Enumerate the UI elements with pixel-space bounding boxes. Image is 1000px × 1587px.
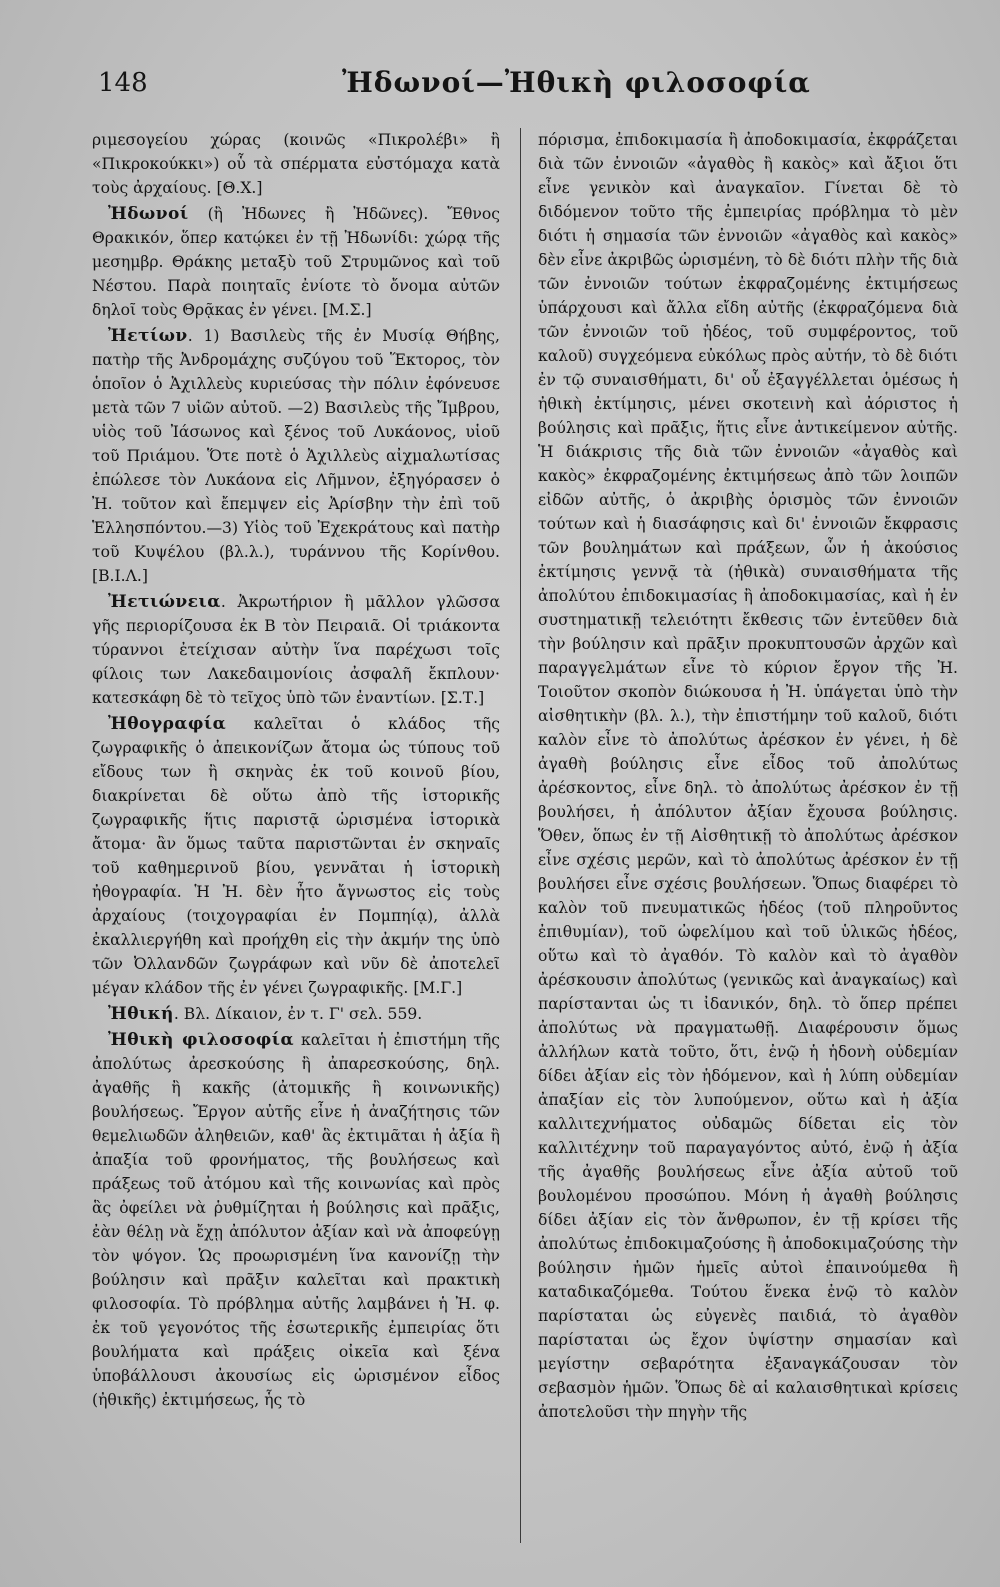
entry-headword: Ἠετίων xyxy=(108,326,188,346)
entry-text: . Ἀκρωτήριον ἢ μᾶλλον γλῶσσα γῆς περιορίζουσα ἐκ Β τὸν Πειραιᾶ. Οἱ τριάκοντα τύραννοι ἐτείχισαν αὐτὴν ἵνα παρέχωσι τοῖς φίλοις των Λακεδαιμονίοις ἀσφαλῆ ἔκπλουν· κατεσκάφη δὲ τὸ τεῖχος ὑπὸ τῶν ἐναντίων. [Σ.Τ.] xyxy=(92,593,500,707)
entry-edonoi xyxy=(92,202,500,322)
entry-text: (ἢ Ἠδωνες ἢ Ἠδῶνες). Ἔθνος Θρακικόν, ὅπερ κατῴκει ἐν τῇ Ἠδωνίδι: χώρᾳ τῆς μεσημβρ. Θράκης μεταξὺ τοῦ Στρυμῶνος καὶ τοῦ Νέστου. Παρὰ ποιηταῖς ἐνίοτε τὸ ὄνομα αὐτῶν δηλοῖ τοὺς Θρᾷκας ἐν γένει. [Μ.Σ.] xyxy=(92,205,500,319)
entry-headword: Ἠθικὴ φιλοσοφία xyxy=(108,1030,295,1050)
entry-headword: Ἠθογραφία xyxy=(108,714,227,734)
column-divider xyxy=(520,128,521,1543)
entry-eetion xyxy=(92,324,500,588)
entry-eetioneia xyxy=(92,590,500,710)
entry-text: . 1) Βασιλεὺς τῆς ἐν Μυσίᾳ Θήβης, πατὴρ τῆς Ἀνδρομάχης συζύγου τοῦ Ἕκτορος, τὸν ὁποῖον ὁ Ἀχιλλεὺς κυριεύσας τὴν πόλιν ἐφόνευσε μετὰ τῶν 7 υἱῶν αὐτοῦ. —2) Βασιλεὺς τῆς Ἴμβρου, υἱὸς τοῦ Ἰάσωνος καὶ ξένος τοῦ Λυκάονος, υἱοῦ τοῦ Πριάμου. Ὅτε ποτὲ ὁ Ἀχιλλεὺς αἰχμαλωτίσας ἐπώλεσε τὸν Λυκάονα εἰς Λῆμνον, ἐξηγόρασεν ὁ Ἠ. τοῦτον καὶ ἔπεμψεν εἰς Ἀρίσβην τὴν ἐπὶ τοῦ Ἑλλησπόντου.—3) Υἱὸς τοῦ Ἐχεκράτους καὶ πατὴρ τοῦ Κυψέλου (βλ.λ.), τυράννου τῆς Κορίνθου. [Β.Ι.Λ.] xyxy=(92,327,500,585)
page-number: 148 xyxy=(98,68,148,98)
right-column xyxy=(538,128,958,1426)
entry-text: καλεῖται ὁ κλάδος τῆς ζωγραφικῆς ὁ ἀπεικονίζων ἄτομα ὡς τύπους τοῦ εἴδους των ἢ σκηνὰς ἐκ τοῦ κοινοῦ βίου, διακρίνεται δὲ οὕτω ἀπὸ τῆς ἱστορικῆς ζωγραφικῆς ἥτις παριστᾷ ὡρισμένα ἱστορικὰ ἄτομα· ἂν ὅμως ταῦτα παριστῶνται ἐν σκηναῖς τοῦ καθημερινοῦ βίου, γεννᾶται ἡ ἱστορικὴ ἠθογραφία. Ἡ Ἠ. δὲν ἦτο ἄγνωστος εἰς τοὺς ἀρχαίους (τοιχογραφίαι ἐν Πομπηίᾳ), ἀλλὰ ἐκαλλιεργήθη καὶ προήχθη εἰς τὴν ἀκμήν της ὑπὸ τῶν Ὀλλανδῶν ζωγράφων καὶ νῦν δὲ ἀποτελεῖ μέγαν κλάδον τῆς ἐν γένει ζωγραφικῆς. [Μ.Γ.] xyxy=(92,715,500,997)
entry-ethographia xyxy=(92,712,500,1000)
entry-headword: Ἠδωνοί xyxy=(108,204,189,224)
entry-text: ριμεσογείου χώρας (κοινῶς «Πικρολέβι» ἢ «Πικροκούκκι») οὗ τὰ σπέρματα εὐστόμαχα κατὰ τοὺς ἀρχαίους. [Θ.Χ.] xyxy=(92,131,500,197)
left-column xyxy=(92,128,500,1414)
entry-ethike xyxy=(92,1002,500,1026)
running-head: Ἠδωνοί—Ἠθικὴ φιλοσοφία xyxy=(342,66,811,99)
entry-text: . Βλ. Δίκαιον, ἐν τ. Γ' σελ. 559. xyxy=(173,1005,423,1023)
page-header xyxy=(92,62,952,112)
entry-continuation xyxy=(92,128,500,200)
entry-headword: Ἠετιώνεια xyxy=(108,592,221,612)
entry-headword: Ἠθική xyxy=(108,1004,174,1024)
entry-continuation xyxy=(538,128,958,1424)
entry-text: πόρισμα, ἐπιδοκιμασία ἢ ἀποδοκιμασία, ἐκφράζεται διὰ τῶν ἐννοιῶν «ἀγαθὸς ἢ κακὸς» καὶ ἄξιοι ὅτι εἶνε γενικὸν καὶ ἀναγκαῖον. Γίνεται δὲ τὸ διδόμενον τοῦτο τῆς ἐμπειρίας πρόβλημα τὸ μὲν διότι ἡ σημασία τῶν ἐννοιῶν «ἀγαθὸς καὶ κακὸς» δὲν εἶνε ἀκριβῶς ὡρισμένη, τὸ δὲ διότι πλὴν τῆς διὰ τῶν ἐννοιῶν τούτων ἐκφραζομένης ἐκτιμήσεως ὑπάρχουσι καὶ ἄλλα εἴδη αὐτῆς (ἐκφραζόμενα διὰ τῶν ἐννοιῶν τοῦ ἡδέος, τοῦ συμφέροντος, τοῦ καλοῦ) συγχεόμενα εὐκόλως πρὸς αὐτήν, τὸ δὲ διότι ἐν τῷ συναισθήματι, δι' οὗ ἐξαγγέλλεται ὁμέσως ἡ ἠθικὴ ἐκτίμησις, μένει σκοτεινὴ καὶ ἀόριστος ἡ βούλησις καὶ πρᾶξις, ἥτις εἶνε ἀντικείμενον αὐτῆς. Ἡ διάκρισις τῆς διὰ τῶν ἐννοιῶν «ἀγαθὸς καὶ κακὸς» ἐκφραζομένης ἐκτιμήσεως ἀπὸ τῶν λοιπῶν εἰδῶν αὐτῆς, ὁ ἀκριβὴς ὁρισμὸς τῶν ἐννοιῶν τούτων καὶ ἡ διασάφησις καὶ δι' ἐννοιῶν ἔκφρασις τῶν βουλημάτων καὶ πράξεων, ὧν ἡ ἀκούσιος ἐκτίμησις γεννᾷ τὰ (ἠθικὰ) συναισθήματα τῆς ἀπολύτου ἐπιδοκιμασίας ἢ ἀποδοκιμασίας, καὶ ἡ ἐν συστηματικῇ τελειότητι ἔκθεσις τῶν ἐντεῦθεν διὰ τὴν βούλησιν καὶ πρᾶξιν προκυπτουσῶν ἀρχῶν καὶ παραγγελμάτων εἶνε τὸ κύριον ἔργον τῆς Ἠ. Τοιοῦτον σκοπὸν διώκουσα ἡ Ἠ. ὑπάγεται ὑπὸ τὴν αἰσθητικὴν (βλ. λ.), τὴν ἐπιστήμην τοῦ καλοῦ, διότι καλὸν εἶνε τὸ ἀπολύτως ἀρέσκον ἐν γένει, ἡ δὲ ἀγαθὴ βούλησις εἶνε εἶδος τοῦ ἀπολύτως ἀρέσκοντος, εἶνε δηλ. τὸ ἀπολύτως ἀρέσκον ἐν τῇ βουλήσει, ἡ ἀπόλυτον ἀξίαν ἔχουσα βούλησις. Ὅθεν, ὅπως ἐν τῇ Αἰσθητικῇ τὸ ἀπολύτως ἀρέσκον εἶνε σχέσις μερῶν, καὶ τὸ ἀπολύτως ἀρέσκον ἐν τῇ βουλήσει εἶνε σχέσις βουλήσεων. Ὅπως διαφέρει τὸ καλὸν τοῦ πνευματικῶς ἡδέος (τοῦ πληροῦντος ἐπιθυμίαν), τοῦ ὠφελίμου καὶ τοῦ ὑλικῶς ἡδέος, οὕτω καὶ τὸ ἀγαθόν. Τὸ καλὸν καὶ τὸ ἀγαθὸν ἀρέσκουσιν ἀπολύτως (γενικῶς καὶ ἀναγκαίως) καὶ παρίστανται ὡς τι ἰδανικόν, δηλ. τὸ ὅπερ πρέπει ἀπολύτως νὰ πραγματωθῇ. Διαφέρουσιν ὅμως ἀλλήλων κατὰ τοῦτο, ὅτι, ἐνῷ ἡ ἡδονὴ οὐδεμίαν δίδει ἀξίαν εἰς τὸν ἡδόμενον, καὶ ἡ λύπη οὐδεμίαν ἀπαξίαν εἰς τὸν λυπούμενον, οὕτω καὶ ἡ ἀξία καλλιτεχνήματος οὐδαμῶς δίδεται εἰς τὸν καλλιτέχνην τοῦ παραγαγόντος αὐτό, ἐνῷ ἡ ἀξία τῆς ἀγαθῆς βουλήσεως εἶνε ἀξία αὐτοῦ τοῦ βουλομένου προσώπου. Μόνη ἡ ἀγαθὴ βούλησις δίδει ἀξίαν εἰς τὸν ἄνθρωπον, ἐν τῇ κρίσει τῆς ἀπολύτως ἐπιδοκιμαζούσης ἢ ἀποδοκιμαζούσης τὴν βούλησιν ἡμῶν ἡμεῖς αὐτοὶ ἐπαινούμεθα ἢ καταδικαζόμεθα. Τούτου ἕνεκα ἐνῷ τὸ καλὸν παρίσταται ὡς εὐγενὲς παιδιά, τὸ ἀγαθὸν παρίσταται ὡς ἔχον ὑψίστην σημασίαν καὶ μεγίστην σεβαρότητα ἐξαναγκάζουσαν τὸν σεβασμὸν ἡμῶν. Ὅπως δὲ αἱ καλαισθητικαὶ κρίσεις ἀποτελοῦσι τὴν πηγὴν τῆς xyxy=(538,131,958,1421)
entry-ethike-philosophia xyxy=(92,1028,500,1412)
entry-text: καλεῖται ἡ ἐπιστήμη τῆς ἀπολύτως ἀρεσκούσης ἢ ἀπαρεσκούσης, δηλ. ἀγαθῆς ἢ κακῆς (ἀτομικῆς ἢ κοινωνικῆς) βουλήσεως. Ἔργον αὐτῆς εἶνε ἡ ἀναζήτησις τῶν θεμελιωδῶν ἀληθειῶν, καθ' ἃς ἐκτιμᾶται ἡ ἀξία ἢ ἀπαξία τοῦ φρονήματος, τῆς βουλήσεως καὶ πράξεως τοῦ ἀτόμου καὶ τῆς κοινωνίας καὶ πρὸς ἃς ὀφείλει νὰ ῥυθμίζηται ἡ βούλησις καὶ πρᾶξις, ἐὰν θέλῃ νὰ ἔχῃ ἀπόλυτον ἀξίαν καὶ νὰ ἀποφεύγῃ τὸν ψόγον. Ὡς προωρισμένη ἵνα κανονίζῃ τὴν βούλησιν καὶ πρᾶξιν καλεῖται καὶ πρακτικὴ φιλοσοφία. Τὸ πρόβλημα αὐτῆς λαμβάνει ἡ Ἠ. φ. ἐκ τοῦ γεγονότος τῆς ἐσωτερικῆς ἐμπειρίας ὅτι βουλήματα καὶ πράξεις οἰκεῖα καὶ ξένα ὑποβάλλουσι ἀκουσίως εἰς ὡρισμένον εἶδος (ἠθικῆς) ἐκτιμήσεως, ἧς τὸ xyxy=(92,1031,500,1409)
